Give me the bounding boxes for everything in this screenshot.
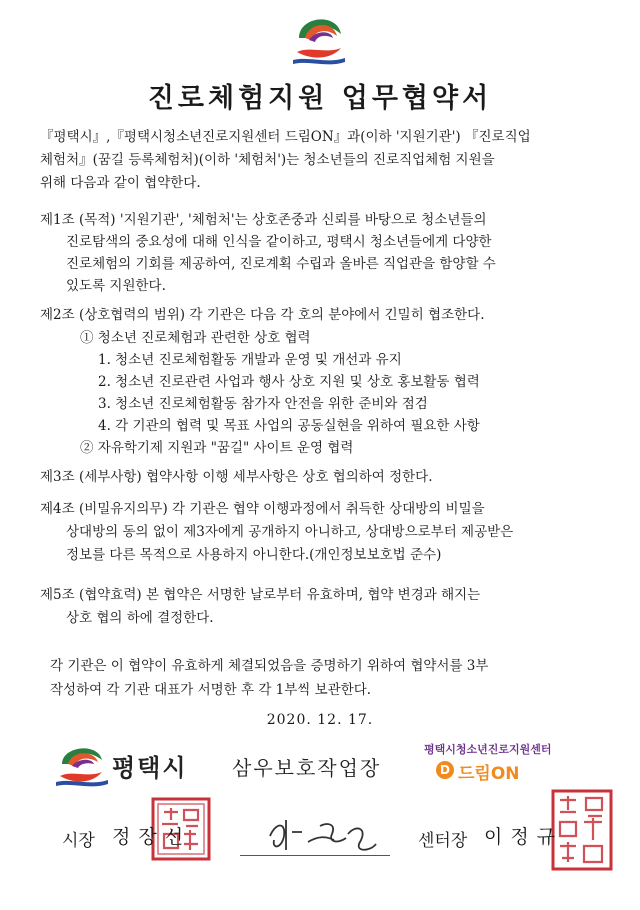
mayor-title: 시장: [62, 831, 95, 851]
article-1-line: 진로탐색의 중요성에 대해 인식을 같이하고, 평택시 청소년들에게 다양한: [66, 234, 492, 250]
director-name: 이정규: [484, 826, 564, 848]
article-4-line: 정보를 다른 목적으로 사용하지 아니한다.(개인정보보호법 준수): [66, 547, 442, 563]
center-name: 평택시청소년진로지원센터: [424, 743, 552, 756]
intro-paragraph: 『평택시』,『평택시청소년진로지원센터 드림ON』과(이하 '지원기관') 『진로직업 체험처』(꿈길 등록체험처)(이하 '체험처')는 청소년들의 진로직업체험 지원을 위해 다음과 같이 협약한다.: [40, 129, 531, 191]
article-4-line: 제4조 (비밀유지의무) 각 기관은 협약 이행과정에서 취득한 상대방의 비밀을: [40, 501, 485, 517]
closing-line: 각 기관은 이 협약이 유효하게 체결되었음을 증명하기 위하여 협약서를 3부: [50, 658, 489, 674]
article-2-item-2: ② 자유학기제 지원과 "꿈길" 사이트 운영 협력: [80, 440, 354, 456]
agreement-date: 2020. 12. 17.: [266, 712, 374, 728]
city-name: 평택시: [112, 754, 188, 782]
article-3: 제3조 (세부사항) 협약사항 이행 세부사항은 상호 협의하여 정한다.: [40, 469, 433, 485]
handwritten-signature: [262, 812, 382, 860]
city-logo-icon: [52, 740, 112, 790]
article-1-line: 제1조 (목적) '지원기관', '체험처'는 상호존중과 신뢰를 바탕으로 청소년들의: [40, 212, 487, 228]
article-5-line: 제5조 (협약효력) 본 협약은 서명한 날로부터 유효하며, 협약 변경과 해지는: [40, 587, 481, 603]
dream-on-logo-icon: D: [436, 761, 454, 779]
article-1-line: 있도록 지원한다.: [66, 278, 166, 294]
article-2-heading: 제2조 (상호협력의 범위) 각 기관은 다음 각 호의 분야에서 긴밀히 협조한다.: [40, 307, 485, 323]
document-title: 진로체험지원 업무협약서: [147, 83, 493, 114]
article-1-line: 진로체험의 기회를 제공하여, 진로계획 수립과 올바른 직업관을 함양할 수: [66, 256, 496, 272]
closing-line: 작성하여 각 기관 대표가 서명한 후 각 1부씩 보관한다.: [50, 682, 372, 698]
article-2-subitem: 2. 청소년 진로관련 사업과 행사 상호 지원 및 상호 홍보활동 협력: [98, 374, 480, 390]
director-title: 센터장: [418, 831, 468, 851]
pyeongtaek-emblem-icon: [287, 8, 351, 70]
article-2-subitem: 1. 청소년 진로체험활동 개발과 운영 및 개선과 유지: [98, 352, 402, 368]
center-brand: 드림ON: [458, 764, 520, 784]
article-4-line: 상대방의 동의 없이 제3자에게 공개하지 아니하고, 상대방으로부터 제공받은: [66, 524, 514, 540]
article-2-subitem: 3. 청소년 진로체험활동 참가자 안전을 위한 준비와 점검: [98, 396, 428, 412]
mayor-signature-line: [240, 855, 390, 856]
article-2-subitem: 4. 각 기관의 협력 및 목표 사업의 공동실현을 위하여 필요한 사항: [98, 418, 480, 434]
workshop-name: 삼우보호작업장: [232, 756, 382, 780]
article-5-line: 상호 협의 하에 결정한다.: [66, 610, 214, 626]
mayor-name: 정장선: [112, 826, 192, 848]
article-2-item-1: ① 청소년 진로체험과 관련한 상호 협력: [80, 330, 311, 346]
